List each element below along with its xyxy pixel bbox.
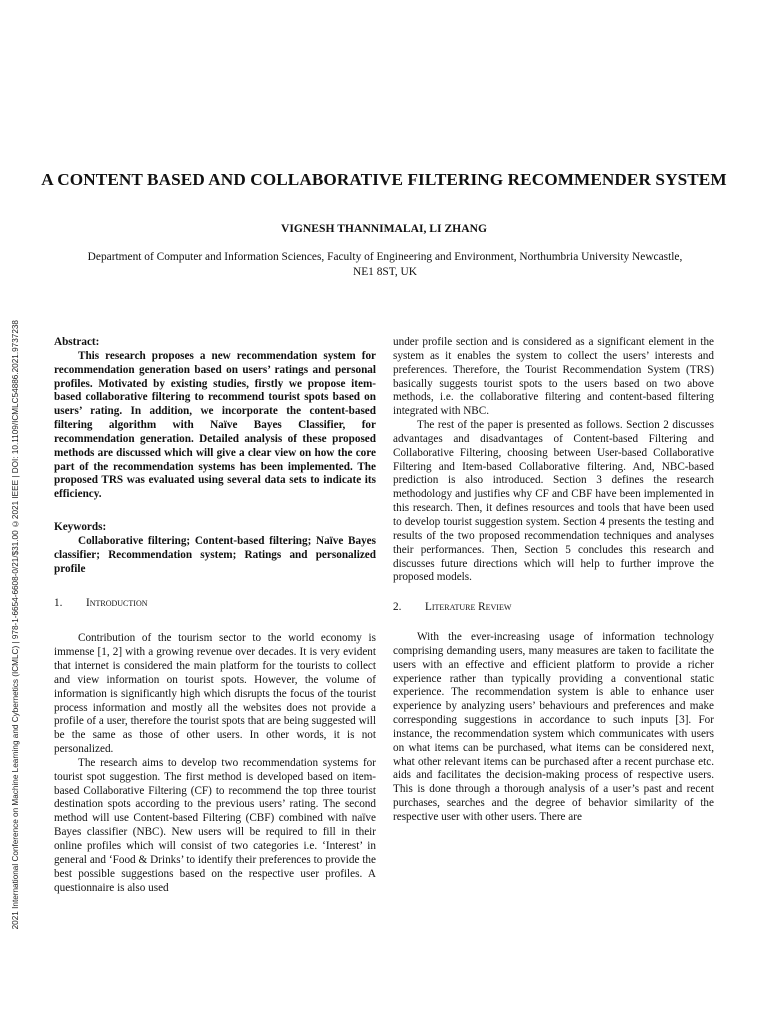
doi-side-note (8, 295, 22, 955)
section1-heading (54, 597, 376, 611)
left-column (54, 336, 376, 895)
section1-title: Introduction (86, 596, 148, 609)
section1-number: 1. (54, 596, 63, 609)
section2-number: 2. (393, 601, 402, 614)
section2-title: Literature Review (425, 601, 512, 614)
section1-paragraph-2-continued: under profile section and is considered as a significant element in the system as it enables the system to collect the users’ interests and preferences. Therefore, the Tourist Recommendation System (TRS) basically suggests tourist spots to the users based on two above methods, i.e. the collaborative filtering and content-based filtering integrated with NBC. (393, 336, 714, 418)
section1-paragraph-3: The rest of the paper is presented as follows. Section 2 discusses advantages and disadvantages of Content-based Filtering and Collaborative Filtering, choosing between User-based Collaborative Filtering and Item-based Collaborative filtering. And, NBC-based prediction is also introduced. Section 3 defines the research methodology and justifies why CF and CBF have been implemented in this research. Then, it defines resources and tools that have been used to develop tourist suggestion system. Section 4 presents the testing and results of the two proposed recommendation techniques and analyses their performances. Then, Section 5 concludes this research and discusses future directions which will help to further improve the proposed models. (393, 419, 714, 584)
keywords-text: Collaborative filtering; Content-based filtering; Naïve Bayes classifier; Recommendation system; Ratings and personalized profile (54, 534, 376, 575)
section1-paragraph-2: The research aims to develop two recommendation systems for tourist spot suggestion. The first method is developed based on item-based Collaborative Filtering (CF) to recommend the top three tourist destination spots according to the previous users’ rating. The second method will use Content-based Filtering (CBF) combined with naïve Bayes classifier (NBC). New users will be required to fill in their online profiles which will consist of two categories i.e. ‘Interest’ in general and ‘Food & Drinks’ to identify their preferences to provide the best possible suggestions based on the respective user profiles. A questionnaire is also used (54, 756, 376, 894)
abstract-text: This research proposes a new recommendation system for recommendation generation based on users’ ratings and personal profiles. Motivated by existing studies, firstly we propose item-based collaborative filtering to recommend tourist spots based on users’ rating. In addition, we incorporate the content-based filtering algorithm with Naïve Bayes Classifier, for recommendation generation. Detailed analysis of these proposed methods are discussed which will give a clear view on how the core part of the recommendation systems has been implemented. The proposed TRS was evaluated using several data sets to indicate its efficiency. (54, 349, 376, 501)
section1-paragraph-1: Contribution of the tourism sector to the world economy is immense [1, 2] with a growing revenue over decades. It is very evident that internet is considered the main platform for the tourists to collect and view information on tourist spots. However, the volume of information is significantly high which disrupts the focus of the tourist process information and mostly all the websites does not provide a profile of a user, therefore the tourist spots that are being suggested will be the same as those of other users. In other words, it is not personalized. (54, 632, 376, 756)
section2-heading (393, 601, 714, 615)
paper-title: A CONTENT BASED AND COLLABORATIVE FILTERING RECOMMENDER SYSTEM (41, 170, 727, 189)
section2-paragraph-1: With the ever-increasing usage of information technology comprising demanding users, many measures are taken to facilitate the users with an effective and efficient platform to provide a richer experience rather than typically providing a conventional static experience. The recommendation system is able to enhance user experience by analyzing users’ behaviours and preferences and make corresponding suggestions in accordance to such inputs [3]. For instance, the recommendation system which communicates with users on what items can be purchased, what items can be considered next, what other relevant items can be purchased after a recent purchase etc. aids and facilitates the decision-making process of respective users. This is done through a thorough analysis of a user’s past and recent purchases, searches and the degree of behavior similarity of the respective user with other users. There are (393, 631, 714, 823)
paper-authors: VIGNESH THANNIMALAI, LI ZHANG (281, 222, 487, 235)
keywords-heading: Keywords: (54, 521, 107, 534)
right-column (393, 336, 714, 825)
doi-side-note-text: 2021 International Conference on Machine Learning and Cybernetics (ICMLC) | 978-1-6654-6608-0/21/$31.00 ©2021 IEEE | DOI: 10.1109/ICMLC54886.2021.9737238 (10, 320, 20, 930)
abstract-heading: Abstract: (54, 336, 100, 348)
paper-affiliation: Department of Computer and Information Sciences, Faculty of Engineering and Environment, Northumbria University Newcastle, NE1 8ST, UK (87, 251, 683, 278)
